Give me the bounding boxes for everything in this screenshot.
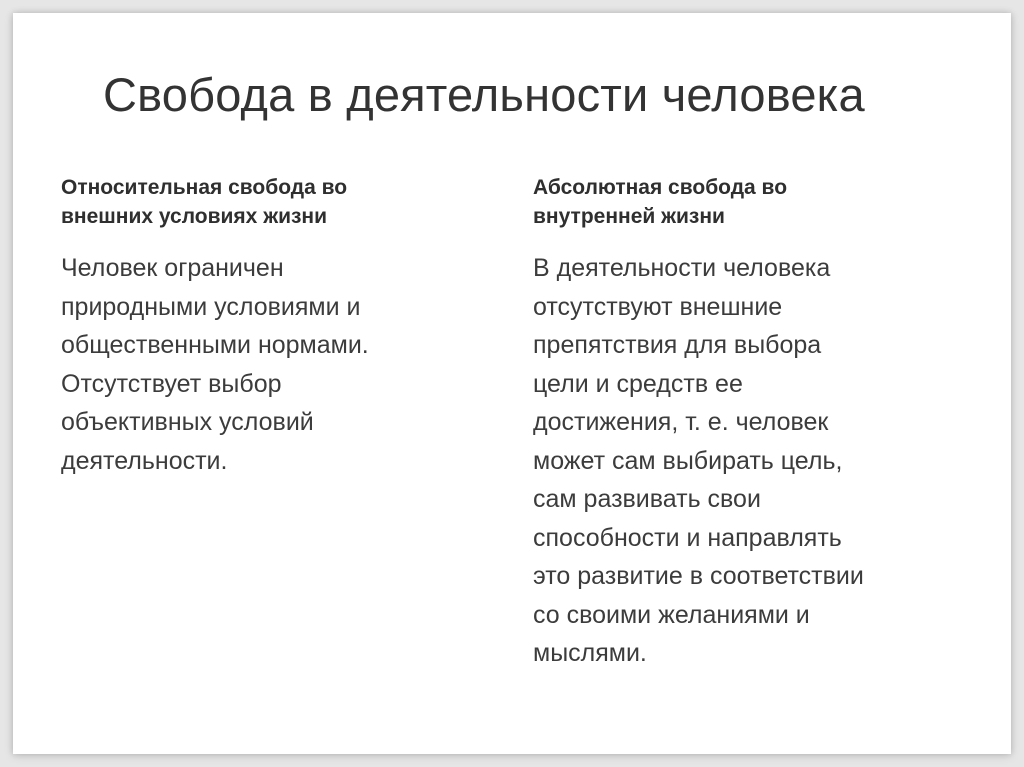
body-line: общественными нормами. [61, 331, 369, 359]
slide-title: Свобода в деятельности человека [103, 68, 865, 121]
body-line: это развитие в соответствии [533, 562, 864, 590]
body-line: со своими желаниями и [533, 600, 810, 629]
body-line: природными условиями и [61, 292, 361, 321]
body-line: объективных условий [61, 408, 314, 436]
body-line: Отсутствует выбор [61, 369, 282, 398]
body-line: препятствия для выбора [533, 331, 822, 359]
body-line: деятельности. [61, 446, 228, 475]
body-line: отсутствуют внешние [533, 292, 783, 321]
body-line: Человек ограничен [61, 254, 284, 282]
body-line: достижения, т. е. человек [533, 408, 829, 436]
right-column-body [533, 249, 973, 673]
body-line: может сам выбирать цель, [533, 446, 843, 475]
body-line: цели и средств ее [533, 369, 743, 398]
body-line: мыслями. [533, 639, 647, 667]
right-column-heading [533, 173, 973, 231]
heading-line: Абсолютная свобода во [533, 176, 788, 199]
body-line: способности и направлять [533, 523, 842, 552]
right-column [533, 173, 973, 673]
body-line: сам развивать свои [533, 485, 761, 513]
left-column-body [61, 249, 481, 480]
slide [13, 13, 1011, 754]
body-line: В деятельности человека [533, 254, 831, 282]
heading-line: внешних условиях жизни [61, 205, 328, 228]
heading-line: Относительная свобода во [61, 176, 348, 199]
heading-line: внутренней жизни [533, 205, 725, 228]
left-column-heading [61, 173, 481, 231]
left-column [61, 173, 481, 480]
